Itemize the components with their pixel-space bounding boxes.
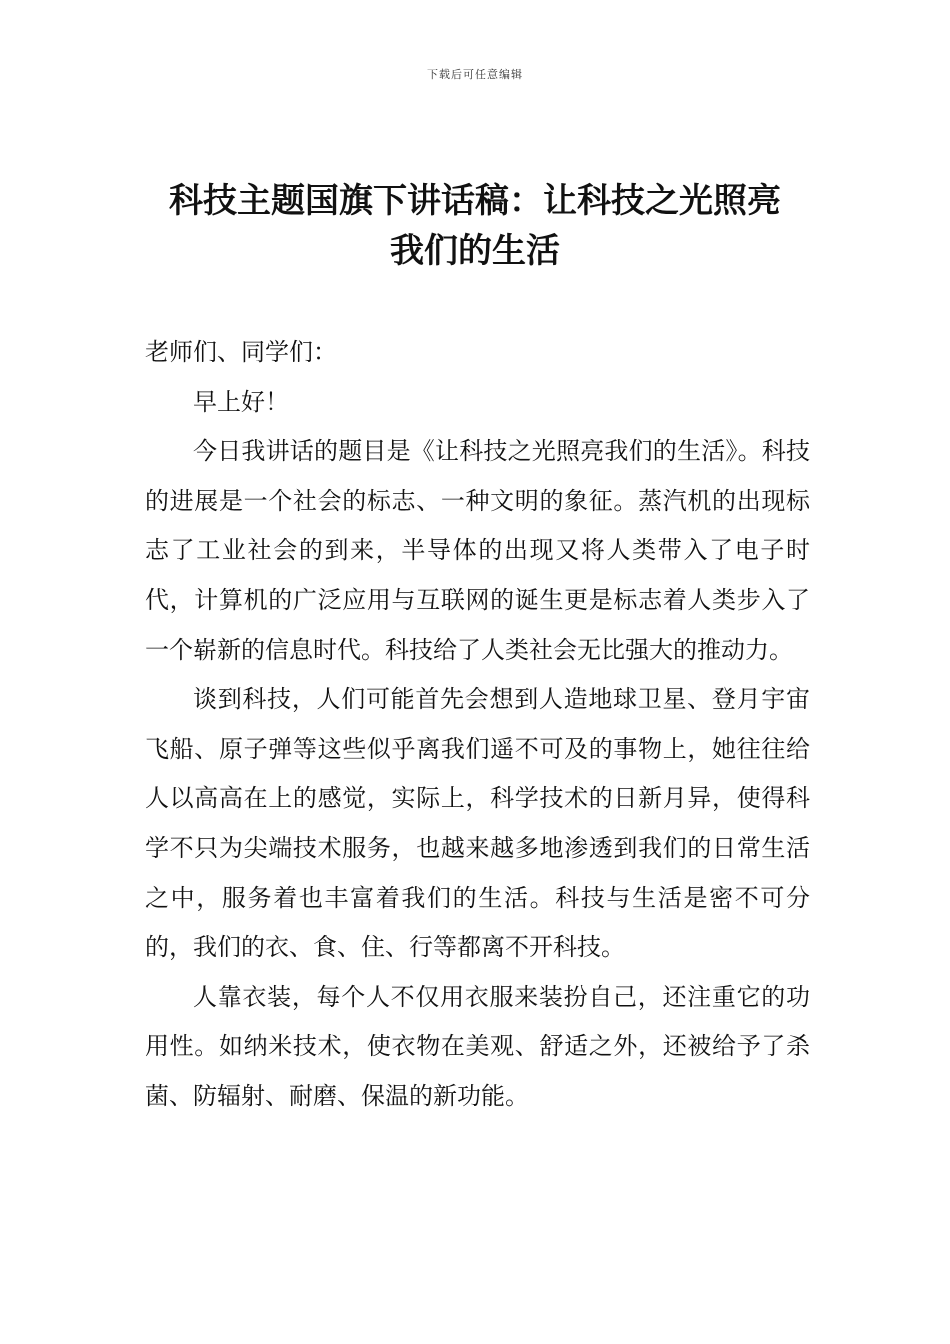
title-line-1: 科技主题国旗下讲话稿：让科技之光照亮 [169, 181, 781, 221]
paragraph-3: 人靠衣装，每个人不仅用衣服来装扮自己，还注重它的功用性。如纳米技术，使衣物在美观、舒适之外，还被给予了杀菌、防辐射、耐磨、保温的新功能。 [145, 982, 810, 1110]
header-note: 下载后可任意编辑 [427, 68, 523, 81]
paragraph-2: 谈到科技，人们可能首先会想到人造地球卫星、登月宇宙飞船、原子弹等这些似乎离我们遥不可及的事物上，她往往给人以高高在上的感觉，实际上，科学技术的日新月异，使得科学不只为尖端技术服务，也越来越多地渗透到我们的日常生活之中，服务着也丰富着我们的生活。科技与生活是密不可分的，我们的衣、食、住、行等都离不开科技。 [145, 685, 810, 962]
salutation: 老师们、同学们： [145, 338, 337, 366]
document-body [145, 328, 810, 1122]
title-line-2: 我们的生活 [390, 231, 560, 271]
document-title [120, 176, 830, 276]
paragraph-1: 今日我讲话的题目是《让科技之光照亮我们的生活》。科技的进展是一个社会的标志、一种文明的象征。蒸汽机的出现标志了工业社会的到来，半导体的出现又将人类带入了电子时代，计算机的广泛应用与互联网的诞生更是标志着人类步入了一个崭新的信息时代。科技给了人类社会无比强大的推动力。 [145, 437, 810, 664]
paragraph-greeting: 早上好！ [193, 387, 289, 416]
